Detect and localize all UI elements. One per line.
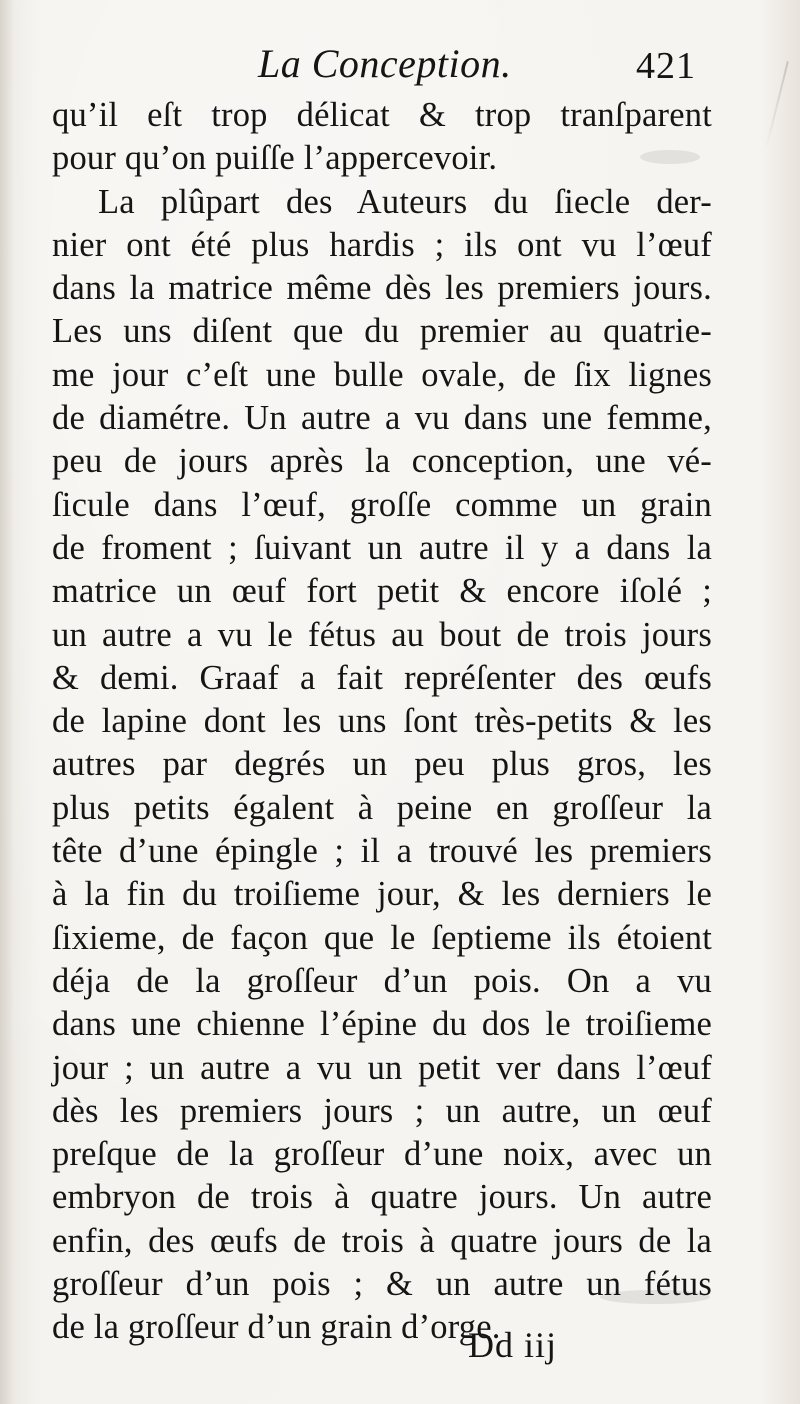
text-line: de diamétre. Un autre a vu dans une femme, — [52, 399, 712, 438]
running-header — [0, 38, 800, 94]
text-line: de la groſſeur d’un grain d’orge. — [52, 1308, 501, 1347]
text-line: de lapine dont les uns ſont très-petits & les — [52, 702, 712, 741]
text-line: La plûpart des Auteurs du ſiecle der- — [98, 182, 712, 221]
text-line: un autre a vu le fétus au bout de trois jours — [52, 615, 712, 654]
text-line: ſixieme, de façon que le ſeptieme ils étoient — [52, 918, 712, 957]
text-line: & demi. Graaf a fait repréſenter des œufs — [52, 658, 712, 697]
text-line: jour ; un autre a vu un petit ver dans l’œuf — [52, 1048, 712, 1087]
text-line: déja de la groſſeur d’un pois. On a vu — [52, 961, 712, 1000]
text-line: peu de jours après la conception, une vé- — [52, 442, 712, 481]
text-line: me jour c’eſt une bulle ovale, de ſix lignes — [52, 355, 712, 394]
text-line: de froment ; ſuivant un autre il y a dans la — [52, 528, 712, 567]
text-line: dans une chienne l’épine du dos le troiſieme — [52, 1005, 712, 1044]
text-line: autres par degrés un peu plus gros, les — [52, 745, 712, 784]
text-line: nier ont été plus hardis ; ils ont vu l’œuf — [52, 225, 712, 264]
text-line: matrice un œuf fort petit & encore iſolé ; — [52, 572, 712, 611]
text-line: ſicule dans l’œuf, groſſe comme un grain — [52, 485, 712, 524]
text-line: plus petits égalent à peine en groſſeur la — [52, 788, 712, 827]
text-line: preſque de la groſſeur d’une noix, avec un — [52, 1135, 712, 1174]
running-title: La Conception. — [258, 41, 512, 86]
text-line: à la fin du troiſieme jour, & les derniers le — [52, 875, 712, 914]
signature-mark: Dd iij — [468, 1325, 558, 1365]
text-line: qu’il eſt trop délicat & trop tranſparent — [52, 96, 712, 134]
text-line: pour qu’on puiſſe l’appercevoir. — [52, 139, 498, 178]
text-line: dès les premiers jours ; un autre, un œuf — [52, 1091, 712, 1130]
text-line: tête d’une épingle ; il a trouvé les premiers — [52, 832, 712, 871]
page-gutter-shadow — [0, 0, 14, 1404]
text-line: groſſeur d’un pois ; & un autre un fétus — [52, 1265, 712, 1304]
text-line: Les uns diſent que du premier au quatrie- — [52, 312, 712, 351]
page-number: 421 — [636, 45, 696, 87]
text-line: enfin, des œufs de trois à quatre jours de la — [52, 1221, 712, 1260]
text-line: dans la matrice même dès les premiers jours. — [52, 269, 712, 308]
text-line: embryon de trois à quatre jours. Un autre — [52, 1178, 712, 1217]
body-text — [52, 94, 712, 1350]
